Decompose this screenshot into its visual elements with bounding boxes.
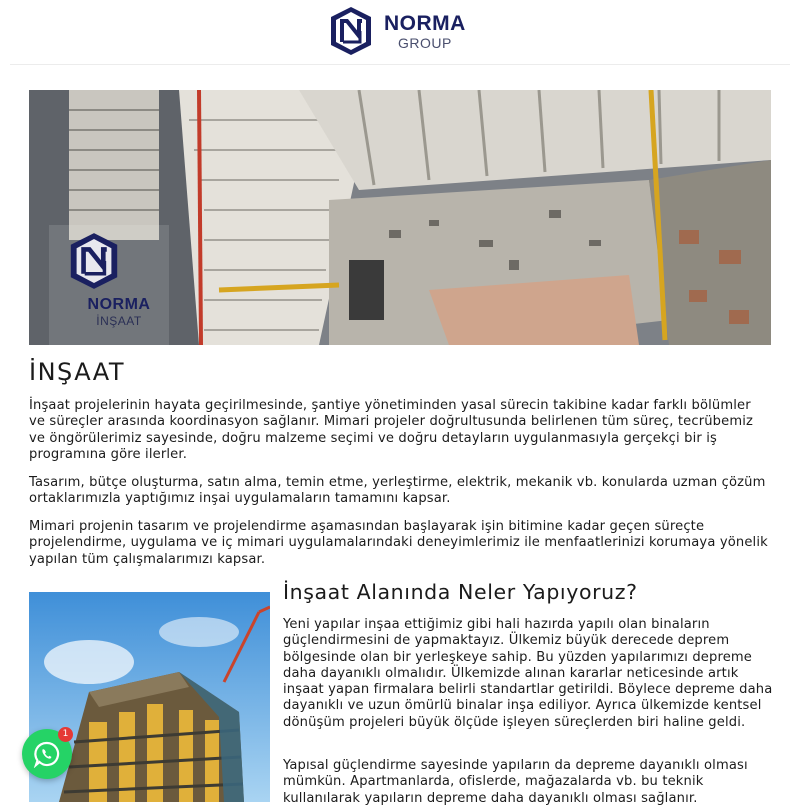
norma-logo-icon bbox=[330, 6, 372, 56]
intro-paragraph-1: İnşaat projelerinin hayata geçirilmesinde, şantiye yönetiminden yasal sürecin takibine kadar farklı bölümler ve süreçler arasında koordinasyon sağlanır. Mimari projeler doğrultusunda belirlenen tüm süreç, tecrübemiz ve öngörülerimiz sayesinde, doğru malzeme seçimi ve doğru detayların uygulanmasıyla gerçekçi bir iş programına göre ilerler. bbox=[29, 398, 754, 462]
hero-brand-sub: İNŞAAT bbox=[96, 314, 142, 328]
hero-brand-name: NORMA bbox=[87, 296, 151, 313]
subsection-title: İnşaat Alanında Neler Yapıyoruz? bbox=[283, 580, 638, 604]
logo-brand-sub: GROUP bbox=[397, 34, 452, 51]
site-logo[interactable] bbox=[330, 6, 466, 56]
notification-badge: 1 bbox=[58, 727, 73, 742]
whatsapp-icon bbox=[33, 740, 61, 768]
hero-brand-logo bbox=[69, 232, 169, 328]
subsection-paragraph-2: Yapısal güçlendirme sayesinde yapıların da depreme dayanıklı olması mümkün. Apartmanlarda, ofislerde, mağazalarda vb. bu teknik kullanılarak yapıların depreme daha dayanıklı olması sağlanır. bbox=[283, 758, 748, 806]
section-title: İNŞAAT bbox=[29, 358, 126, 386]
hero-construction-image bbox=[29, 90, 771, 345]
intro-paragraph-3: Mimari projenin tasarım ve projelendirme aşamasından başlayarak işin bitimine kadar geçen süreçte projelendirme, uygulama ve iç mimari uygulamalarındaki deneyimlerimiz ile menfaatlerinizi korumaya yönelik yapılan tüm çalışmalarımızı kapsar. bbox=[29, 519, 768, 567]
norma-insaat-logo-icon bbox=[69, 232, 119, 290]
logo-brand-name: NORMA bbox=[384, 11, 466, 35]
subsection-paragraph-1: Yeni yapılar inşaa ettiğimiz gibi hali hazırda yapılı olan binaların güçlendirmesini de yapmaktayız. Ülkemiz büyük derecede deprem bölgesinde olan bir yerleşkeye sahip. Bu yüzden yapılarımızı depreme daha dayanıklı olmalıdır. Ülkemizde alınan kararlar neticesinde artık inşaat yapan firmalara belirli standartlar getirildi. Böylece depreme daha dayanıklı ve uzun ömürlü binalar inşa ediliyor. Ayrıca ülkemizde kentsel dönüşüm projeleri büyük ölçüde işleyen süreçlerden biri haline geldi. bbox=[283, 617, 773, 730]
intro-paragraph-2: Tasarım, bütçe oluşturma, satın alma, temin etme, yerleştirme, elektrik, mekanik vb. konularda uzman çözüm ortaklarımızla yaptığımız inşai uygulamaların tamamını kapsar. bbox=[29, 475, 766, 507]
site-header bbox=[10, 0, 790, 65]
